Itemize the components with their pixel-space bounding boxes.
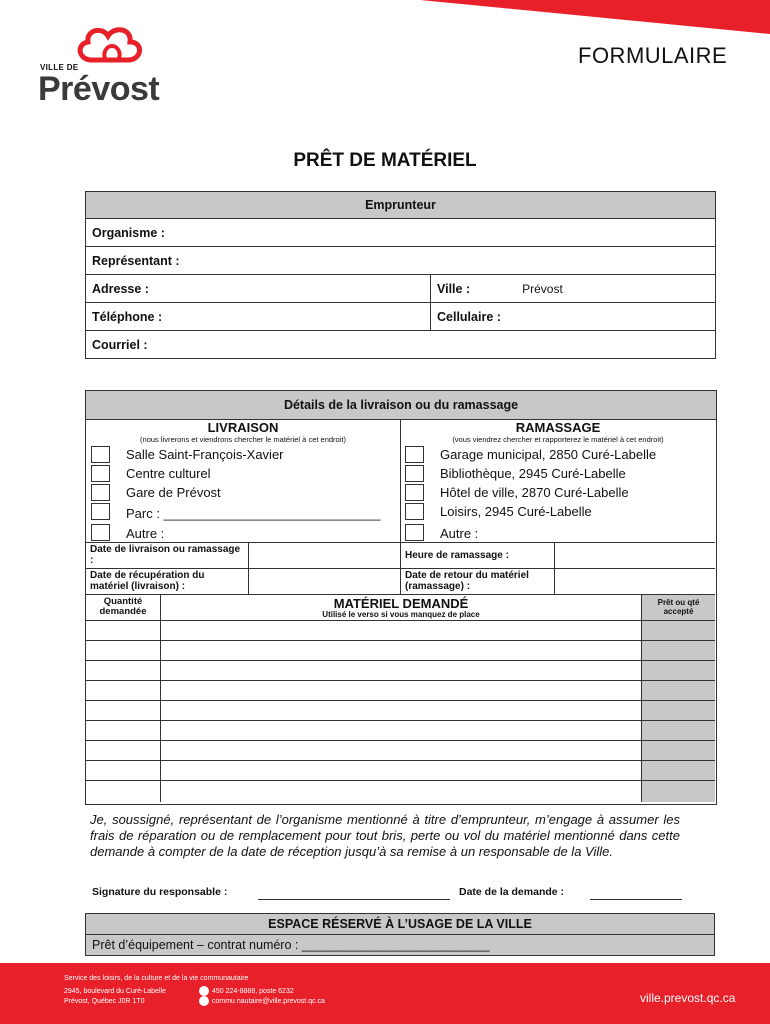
footer xyxy=(0,963,770,1024)
livraison-note: (nous livrerons et viendrons chercher le matériel à cet endroit) xyxy=(140,435,346,444)
page-title: PRÊT DE MATÉRIEL xyxy=(293,150,477,171)
materiel-top-line xyxy=(86,594,715,595)
top-red-band xyxy=(420,0,770,34)
heure-ramassage-input[interactable] xyxy=(556,544,714,567)
livraison-checkbox-0[interactable] xyxy=(91,446,110,463)
livraison-option: Centre culturel xyxy=(126,466,211,481)
telephone-field[interactable]: Téléphone : xyxy=(86,303,431,331)
dates-divider-3 xyxy=(554,542,555,594)
ramassage-option: Autre : xyxy=(440,526,479,541)
reserved-header: ESPACE RÉSERVÉ À L’USAGE DE LA VILLE xyxy=(86,914,715,935)
signature-input[interactable] xyxy=(258,899,450,900)
materiel-row-line xyxy=(86,780,715,781)
date-livraison-label: Date de livraison ou ramassage : xyxy=(90,544,241,566)
materiel-header: MATÉRIEL DEMANDÉ xyxy=(333,596,469,611)
materiel-row-line xyxy=(86,740,715,741)
representant-field[interactable]: Représentant : xyxy=(86,247,716,275)
ramassage-option: Hôtel de ville, 2870 Curé-Labelle xyxy=(440,485,629,500)
ramassage-option: Bibliothèque, 2945 Curé-Labelle xyxy=(440,466,626,481)
email-icon xyxy=(199,996,209,1006)
ramassage-option: Loisirs, 2945 Curé-Labelle xyxy=(440,504,592,519)
ville-label: Ville : xyxy=(437,281,471,296)
materiel-row-line xyxy=(86,700,715,701)
accepted-header: Prêt ou qté accepté xyxy=(657,598,700,616)
ramassage-note: (vous viendrez chercher et rapporterez le matériel à cet endroit) xyxy=(452,435,664,444)
ramassage-title: RAMASSAGE xyxy=(515,420,601,435)
borrower-header: Emprunteur xyxy=(86,192,716,219)
ville-value: Prévost xyxy=(522,281,563,296)
phone-icon xyxy=(199,986,209,996)
ramassage-option: Garage municipal, 2850 Curé-Labelle xyxy=(440,447,657,462)
date-demande-label: Date de la demande : xyxy=(459,886,565,898)
ramassage-checkbox-4[interactable] xyxy=(405,524,424,541)
livraison-option: Salle Saint-François-Xavier xyxy=(126,447,284,462)
signature-label: Signature du responsable : xyxy=(92,886,228,898)
dates-mid-line xyxy=(86,568,715,569)
qty-divider xyxy=(160,594,161,802)
date-demande-input[interactable] xyxy=(590,899,682,900)
livraison-option: Autre : xyxy=(126,526,165,541)
livraison-checkbox-3[interactable] xyxy=(91,503,110,520)
accepted-divider xyxy=(641,594,642,802)
materiel-row-line xyxy=(86,760,715,761)
livraison-title: LIVRAISON xyxy=(207,420,279,435)
date-retour-label: Date de retour du matériel (ramassage) : xyxy=(405,570,529,592)
date-recuperation-label: Date de récupération du matériel (livraison) : xyxy=(90,570,205,592)
materiel-row-line xyxy=(86,660,715,661)
delivery-header: Détails de la livraison ou du ramassage xyxy=(86,391,716,420)
materiel-note: Utilisé le verso si vous manquez de place xyxy=(322,610,480,619)
qty-header: Quantité demandée xyxy=(99,596,147,617)
materiel-row-line xyxy=(86,720,715,721)
footer-phone: 450 224-8888, poste 6232 xyxy=(212,988,294,995)
materiel-row-line xyxy=(86,680,715,681)
accepted-column-shade xyxy=(642,595,715,802)
footer-service: Service des loisirs, de la culture et de la vie communautaire xyxy=(64,975,249,982)
organisme-field[interactable]: Organisme : xyxy=(86,219,716,247)
ramassage-checkbox-3[interactable] xyxy=(405,503,424,520)
materiel-header-line xyxy=(86,620,715,621)
ramassage-checkbox-1[interactable] xyxy=(405,465,424,482)
materiel-row-line xyxy=(86,640,715,641)
form-tag: FORMULAIRE xyxy=(578,43,728,68)
date-recuperation-input[interactable] xyxy=(250,570,399,593)
footer-address-2: Prévost, Québec J0R 1T0 xyxy=(64,998,145,1005)
footer-address-1: 2945, boulevard du Curé-Labelle xyxy=(64,988,166,995)
date-livraison-input[interactable] xyxy=(250,544,399,567)
date-retour-input[interactable] xyxy=(556,570,714,593)
livraison-checkbox-1[interactable] xyxy=(91,465,110,482)
footer-website-link[interactable]: ville.prevost.qc.ca xyxy=(640,991,736,1005)
ramassage-checkbox-0[interactable] xyxy=(405,446,424,463)
ville-field[interactable] xyxy=(431,275,716,303)
adresse-field[interactable]: Adresse : xyxy=(86,275,431,303)
heure-ramassage-label: Heure de ramassage : xyxy=(405,550,509,561)
logo-small-text: VILLE DE xyxy=(40,63,79,72)
logo-icon xyxy=(72,24,152,73)
cellulaire-field[interactable]: Cellulaire : xyxy=(431,303,716,331)
livraison-checkbox-4[interactable] xyxy=(91,524,110,541)
livraison-option: Gare de Prévost xyxy=(126,485,221,500)
borrower-table xyxy=(85,191,716,359)
dates-divider-1 xyxy=(248,542,249,594)
reserved-table xyxy=(85,913,715,956)
footer-email: commu nautaire@ville.prevost.qc.ca xyxy=(212,998,325,1005)
contract-number-field[interactable]: Prêt d’équipement – contrat numéro : ___________________________ xyxy=(86,935,715,956)
ramassage-checkbox-2[interactable] xyxy=(405,484,424,501)
pledge-text: Je, soussigné, représentant de l’organisme mentionné à titre d’emprunteur, m’engage à assumer les frais de réparation ou de remplacement pour tout bris, perte ou vol du matériel mentionné dans cette demande à compter de la date de réception jusqu’à sa remise à un responsable de la Ville. xyxy=(90,812,680,859)
courriel-field[interactable]: Courriel : xyxy=(86,331,716,359)
livraison-checkbox-2[interactable] xyxy=(91,484,110,501)
livraison-option: Parc : ______________________________ xyxy=(126,506,381,521)
dates-top-line xyxy=(86,542,715,543)
logo-wordmark: Prévost xyxy=(38,70,160,108)
